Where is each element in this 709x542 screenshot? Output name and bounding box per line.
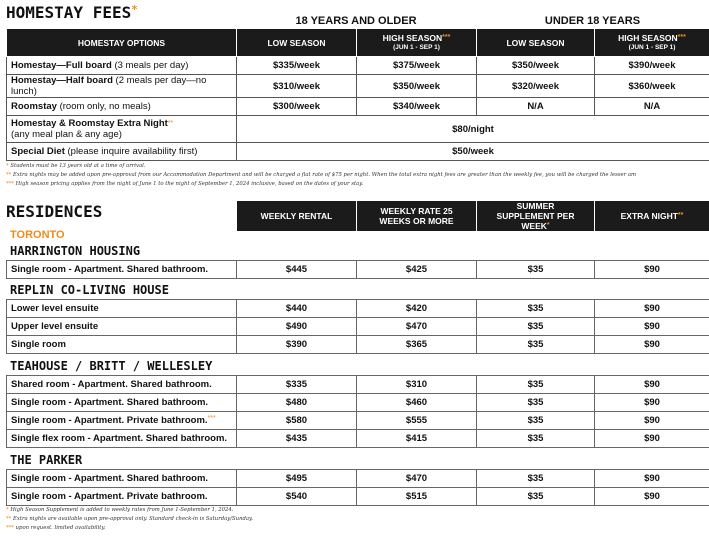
price-cell: $480 (237, 394, 357, 412)
price-cell: $540 (237, 488, 357, 506)
price-cell: $360/week (595, 75, 709, 98)
label-cell: Single flex room - Apartment. Shared bathroom. (7, 430, 237, 448)
th-weekly: WEEKLY RENTAL (237, 201, 357, 232)
residences-header (236, 200, 709, 232)
group-adult: 18 YEARS AND OLDER (295, 15, 417, 27)
price-cell: $35 (477, 488, 595, 506)
price-cell: $335 (237, 376, 357, 394)
price-cell: $35 (477, 261, 595, 279)
residences-body (6, 241, 709, 506)
table-row (7, 98, 709, 116)
price-cell: $515 (357, 488, 477, 506)
group-heading: REPLIN CO-LIVING HOUSE (10, 283, 169, 297)
table-row (7, 430, 709, 448)
title-mark: * (131, 3, 138, 16)
table-row (7, 261, 709, 279)
price-cell: $50/week (237, 143, 709, 161)
price-cell: $470 (357, 318, 477, 336)
footnote: * Students must be 13 years old at a time of arrival. (6, 163, 146, 169)
price-cell: $35 (477, 394, 595, 412)
label-cell: Single room - Apartment. Shared bathroom. (7, 261, 237, 279)
price-cell: $35 (477, 430, 595, 448)
footnote: ** Extra nights are available upon pre-approval only. Standard check-in is Saturday/Sunday. (6, 516, 254, 522)
price-cell: $335/week (237, 57, 357, 75)
price-cell: $445 (237, 261, 357, 279)
price-cell: $35 (477, 300, 595, 318)
price-cell: $35 (477, 336, 595, 354)
price-cell: N/A (477, 98, 595, 116)
label-cell: Upper level ensuite (7, 318, 237, 336)
price-cell: $340/week (357, 98, 477, 116)
label-cell: Single room - Apartment. Shared bathroom. (7, 470, 237, 488)
label-cell: Homestay—Half board (2 meals per day—no lunch) (7, 75, 237, 98)
price-cell: $495 (237, 470, 357, 488)
group-heading: TEAHOUSE / BRITT / WELLESLEY (10, 359, 213, 373)
group-heading: HARRINGTON HOUSING (10, 244, 141, 258)
footnote: * High Season Supplement is added to weekly rates from June 1-September 1, 2024. (6, 507, 234, 513)
price-cell: $490 (237, 318, 357, 336)
label-cell: Single room - Apartment. Private bathroom.*** (7, 412, 237, 430)
price-cell: $90 (595, 300, 709, 318)
label-cell: Single room - Apartment. Shared bathroom. (7, 394, 237, 412)
table-row (7, 376, 709, 394)
price-cell: $390 (237, 336, 357, 354)
homestay-title: HOMESTAY FEES* (6, 3, 138, 22)
city-label: TORONTO (10, 229, 65, 241)
homestay-footnotes (6, 162, 709, 189)
price-cell: $35 (477, 412, 595, 430)
table-row (7, 318, 709, 336)
th-extra: EXTRA NIGHT** (595, 201, 709, 232)
price-cell: $415 (357, 430, 477, 448)
price-cell: $90 (595, 318, 709, 336)
table-row (7, 336, 709, 354)
group-heading: THE PARKER (10, 453, 83, 467)
th-high: HIGH SEASON*** (JUN 1 - SEP 1) (357, 29, 477, 57)
table-row (7, 75, 709, 98)
price-cell: $580 (237, 412, 357, 430)
price-cell: $300/week (237, 98, 357, 116)
th-low: LOW SEASON (237, 29, 357, 57)
price-cell: $375/week (357, 57, 477, 75)
price-cell: $90 (595, 430, 709, 448)
table-row (7, 143, 709, 161)
residences-footnotes (6, 506, 253, 533)
homestay-table (6, 28, 709, 161)
price-cell: $310/week (237, 75, 357, 98)
price-cell: $420 (357, 300, 477, 318)
price-cell: N/A (595, 98, 709, 116)
table-row (7, 470, 709, 488)
th-high-u18: HIGH SEASON*** (JUN 1 - SEP 1) (595, 29, 709, 57)
price-cell: $390/week (595, 57, 709, 75)
label-cell: Lower level ensuite (7, 300, 237, 318)
footnote: *** upon request. limited availability. (6, 525, 106, 531)
price-cell: $460 (357, 394, 477, 412)
label-cell: Single room (7, 336, 237, 354)
price-cell: $90 (595, 470, 709, 488)
table-row (7, 412, 709, 430)
table-row (7, 116, 709, 143)
th-options: HOMESTAY OPTIONS (7, 29, 237, 57)
th-low-u18: LOW SEASON (477, 29, 595, 57)
table-row (7, 488, 709, 506)
footnote: *** High season pricing applies from the night of June 1 to the night of September 1, 2024 inclusive, based on the dates of your stay. (6, 181, 364, 187)
price-cell: $35 (477, 470, 595, 488)
price-cell: $90 (595, 412, 709, 430)
label-cell: Shared room - Apartment. Shared bathroom. (7, 376, 237, 394)
price-cell: $470 (357, 470, 477, 488)
th-weekly25: WEEKLY RATE 25 WEEKS OR MORE (357, 201, 477, 232)
price-cell: $90 (595, 394, 709, 412)
footnote: ** Extra nights may be added upon pre-approval from our Accommodation Department and will be charged a flat rate of $75 per night. When the total extra night fees are greater than the weekly fee, you will be charged the lesser am (6, 172, 637, 178)
residence-table (6, 260, 709, 279)
table-row (7, 394, 709, 412)
residence-table (6, 469, 709, 506)
price-cell: $350/week (477, 57, 595, 75)
residence-table (6, 375, 709, 448)
price-cell: $440 (237, 300, 357, 318)
label-cell: Single room - Apartment. Private bathroom. (7, 488, 237, 506)
price-cell: $90 (595, 376, 709, 394)
price-cell: $320/week (477, 75, 595, 98)
th-summer: SUMMER SUPPLEMENT PER WEEK* (477, 201, 595, 232)
price-cell: $310 (357, 376, 477, 394)
label-cell: Roomstay (room only, no meals) (7, 98, 237, 116)
price-cell: $425 (357, 261, 477, 279)
table-row (7, 300, 709, 318)
price-cell: $35 (477, 376, 595, 394)
residences-title: RESIDENCES (6, 202, 103, 221)
label-cell: Homestay—Full board (3 meals per day) (7, 57, 237, 75)
price-cell: $350/week (357, 75, 477, 98)
table-row (7, 57, 709, 75)
label-cell: Homestay & Roomstay Extra Night** (any meal plan & any age) (7, 116, 237, 143)
price-cell: $435 (237, 430, 357, 448)
label-cell: Special Diet (please inquire availability first) (7, 143, 237, 161)
residence-table (6, 299, 709, 354)
price-cell: $35 (477, 318, 595, 336)
price-cell: $90 (595, 488, 709, 506)
price-cell: $80/night (237, 116, 709, 143)
price-cell: $365 (357, 336, 477, 354)
price-cell: $555 (357, 412, 477, 430)
price-cell: $90 (595, 336, 709, 354)
group-minor: UNDER 18 YEARS (544, 15, 641, 27)
price-cell: $90 (595, 261, 709, 279)
